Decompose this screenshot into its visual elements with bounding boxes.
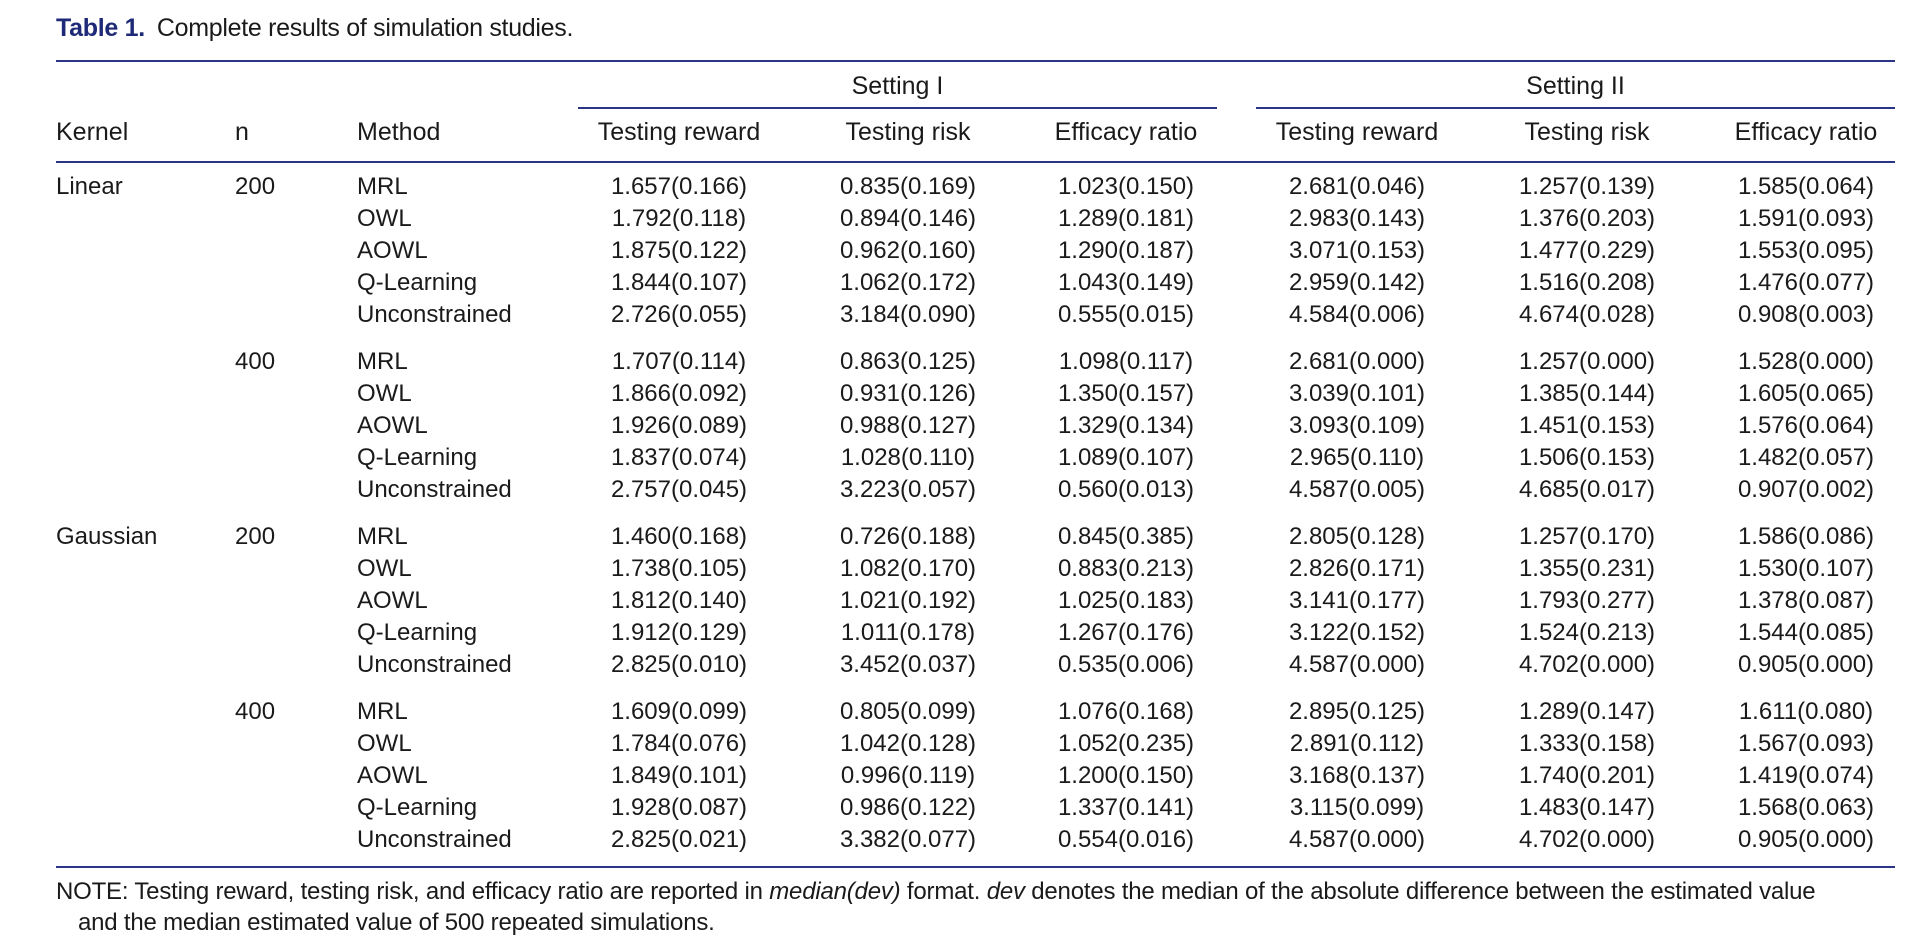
value-cell: 1.333(0.158) — [1518, 730, 1656, 757]
method-cell: Q-Learning — [357, 269, 478, 296]
value-cell: 2.757(0.045) — [610, 476, 748, 503]
col-header-method: Method — [357, 118, 441, 146]
value-cell: 1.844(0.107) — [610, 269, 748, 296]
table-row — [0, 444, 1912, 476]
value-cell: 4.685(0.017) — [1518, 476, 1656, 503]
value-cell: 1.350(0.157) — [1057, 380, 1195, 407]
value-cell: 0.996(0.119) — [840, 762, 976, 789]
value-cell: 1.567(0.093) — [1737, 730, 1875, 757]
value-cell: 2.895(0.125) — [1288, 698, 1426, 725]
col-header-testing-reward-2: Testing reward — [1275, 118, 1439, 146]
value-cell: 0.535(0.006) — [1057, 651, 1195, 678]
value-cell: 0.863(0.125) — [839, 348, 977, 375]
value-cell: 3.168(0.137) — [1288, 762, 1426, 789]
value-cell: 1.605(0.065) — [1737, 380, 1875, 407]
value-cell: 0.988(0.127) — [839, 412, 977, 439]
value-cell: 3.223(0.057) — [839, 476, 977, 503]
value-cell: 1.076(0.168) — [1057, 698, 1195, 725]
value-cell: 1.267(0.176) — [1057, 619, 1195, 646]
top-rule — [56, 60, 1895, 62]
n-cell: 400 — [235, 348, 276, 375]
table-row — [0, 826, 1912, 858]
value-cell: 0.555(0.015) — [1057, 301, 1195, 328]
value-cell: 4.674(0.028) — [1518, 301, 1656, 328]
table-row — [0, 237, 1912, 269]
value-cell: 1.257(0.000) — [1518, 348, 1656, 375]
kernel-cell: Gaussian — [56, 523, 158, 550]
value-cell: 4.587(0.000) — [1288, 826, 1426, 853]
value-cell: 2.825(0.010) — [610, 651, 748, 678]
kernel-cell: Linear — [56, 173, 123, 200]
table-row — [0, 476, 1912, 508]
method-cell: AOWL — [357, 762, 428, 789]
value-cell: 1.257(0.170) — [1518, 523, 1656, 550]
value-cell: 1.837(0.074) — [610, 444, 748, 471]
value-cell: 1.355(0.231) — [1518, 555, 1656, 582]
method-cell: Q-Learning — [357, 794, 478, 821]
value-cell: 1.568(0.063) — [1737, 794, 1875, 821]
table-row — [0, 523, 1912, 555]
method-cell: Unconstrained — [357, 476, 512, 503]
value-cell: 3.093(0.109) — [1288, 412, 1426, 439]
value-cell: 1.553(0.095) — [1737, 237, 1875, 264]
value-cell: 0.931(0.126) — [839, 380, 977, 407]
value-cell: 1.052(0.235) — [1057, 730, 1195, 757]
table-row — [0, 173, 1912, 205]
value-cell: 1.812(0.140) — [610, 587, 748, 614]
table-row — [0, 205, 1912, 237]
value-cell: 1.042(0.128) — [839, 730, 977, 757]
value-cell: 1.707(0.114) — [611, 348, 747, 375]
method-cell: Unconstrained — [357, 301, 512, 328]
value-cell: 1.200(0.150) — [1057, 762, 1195, 789]
value-cell: 1.089(0.107) — [1057, 444, 1195, 471]
value-cell: 4.584(0.006) — [1288, 301, 1426, 328]
method-cell: Unconstrained — [357, 826, 512, 853]
value-cell: 4.702(0.000) — [1518, 651, 1656, 678]
table-row — [0, 698, 1912, 730]
value-cell: 0.908(0.003) — [1737, 301, 1875, 328]
value-cell: 3.115(0.099) — [1289, 794, 1425, 821]
n-cell: 200 — [235, 523, 276, 550]
value-cell: 2.891(0.112) — [1289, 730, 1425, 757]
value-cell: 1.926(0.089) — [610, 412, 748, 439]
value-cell: 0.805(0.099) — [839, 698, 977, 725]
value-cell: 0.883(0.213) — [1057, 555, 1195, 582]
value-cell: 0.726(0.188) — [839, 523, 977, 550]
table-row — [0, 794, 1912, 826]
col-header-efficacy-ratio-1: Efficacy ratio — [1054, 118, 1198, 146]
value-cell: 1.476(0.077) — [1737, 269, 1875, 296]
table-row — [0, 730, 1912, 762]
value-cell: 2.681(0.046) — [1288, 173, 1426, 200]
value-cell: 1.257(0.139) — [1518, 173, 1656, 200]
value-cell: 2.805(0.128) — [1288, 523, 1426, 550]
value-cell: 1.419(0.074) — [1737, 762, 1875, 789]
value-cell: 0.905(0.000) — [1737, 651, 1875, 678]
value-cell: 1.524(0.213) — [1518, 619, 1656, 646]
value-cell: 1.784(0.076) — [610, 730, 748, 757]
note-text-2: format. — [900, 878, 987, 905]
method-cell: Q-Learning — [357, 619, 478, 646]
method-cell: Unconstrained — [357, 651, 512, 678]
value-cell: 1.460(0.168) — [610, 523, 748, 550]
value-cell: 1.062(0.172) — [839, 269, 977, 296]
value-cell: 1.378(0.087) — [1737, 587, 1875, 614]
table-row — [0, 651, 1912, 683]
value-cell: 1.793(0.277) — [1518, 587, 1656, 614]
n-cell: 400 — [235, 698, 276, 725]
value-cell: 1.866(0.092) — [610, 380, 748, 407]
value-cell: 1.609(0.099) — [610, 698, 748, 725]
value-cell: 2.825(0.021) — [610, 826, 748, 853]
value-cell: 1.912(0.129) — [610, 619, 748, 646]
method-cell: MRL — [357, 523, 408, 550]
value-cell: 3.039(0.101) — [1288, 380, 1426, 407]
value-cell: 1.516(0.208) — [1518, 269, 1656, 296]
value-cell: 1.585(0.064) — [1737, 173, 1875, 200]
table-row — [0, 762, 1912, 794]
table-row — [0, 348, 1912, 380]
col-header-kernel: Kernel — [56, 118, 129, 146]
value-cell: 4.587(0.005) — [1288, 476, 1426, 503]
col-header-testing-reward-1: Testing reward — [597, 118, 761, 146]
value-cell: 1.849(0.101) — [610, 762, 748, 789]
col-header-testing-risk-1: Testing risk — [845, 118, 971, 146]
group-header-setting-2: Setting II — [1526, 72, 1625, 100]
value-cell: 0.554(0.016) — [1057, 826, 1195, 853]
value-cell: 1.740(0.201) — [1518, 762, 1656, 789]
value-cell: 1.657(0.166) — [610, 173, 748, 200]
value-cell: 0.907(0.002) — [1737, 476, 1875, 503]
value-cell: 4.702(0.000) — [1518, 826, 1656, 853]
value-cell: 1.506(0.153) — [1518, 444, 1656, 471]
value-cell: 3.122(0.152) — [1288, 619, 1426, 646]
method-cell: OWL — [357, 205, 412, 232]
value-cell: 1.025(0.183) — [1057, 587, 1195, 614]
value-cell: 3.141(0.177) — [1288, 587, 1426, 614]
value-cell: 2.726(0.055) — [610, 301, 748, 328]
note-text-1: NOTE: Testing reward, testing risk, and efficacy ratio are reported in — [56, 878, 770, 905]
method-cell: OWL — [357, 380, 412, 407]
value-cell: 1.483(0.147) — [1518, 794, 1656, 821]
method-cell: AOWL — [357, 237, 428, 264]
value-cell: 1.376(0.203) — [1518, 205, 1656, 232]
note-text-4: and the median estimated value of 500 repeated simulations. — [78, 909, 715, 936]
bottom-rule — [56, 866, 1895, 868]
table-row — [0, 301, 1912, 333]
value-cell: 0.894(0.146) — [839, 205, 977, 232]
n-cell: 200 — [235, 173, 276, 200]
value-cell: 2.983(0.143) — [1288, 205, 1426, 232]
table-caption — [56, 14, 573, 43]
value-cell: 1.591(0.093) — [1737, 205, 1875, 232]
note-text-3: denotes the median of the absolute difference between the estimated value — [1024, 878, 1816, 905]
value-cell: 1.928(0.087) — [610, 794, 748, 821]
value-cell: 0.560(0.013) — [1057, 476, 1195, 503]
note-emph-2: dev — [986, 878, 1025, 905]
table-row — [0, 269, 1912, 301]
value-cell: 1.028(0.110) — [840, 444, 976, 471]
value-cell: 3.452(0.037) — [839, 651, 977, 678]
value-cell: 1.098(0.117) — [1058, 348, 1194, 375]
value-cell: 1.290(0.187) — [1057, 237, 1195, 264]
note-emph-1: median(dev) — [769, 878, 901, 905]
value-cell: 1.289(0.181) — [1057, 205, 1195, 232]
value-cell: 1.576(0.064) — [1737, 412, 1875, 439]
value-cell: 1.611(0.080) — [1738, 698, 1874, 725]
value-cell: 1.289(0.147) — [1518, 698, 1656, 725]
value-cell: 2.681(0.000) — [1288, 348, 1426, 375]
method-cell: OWL — [357, 730, 412, 757]
col-header-n: n — [235, 118, 249, 146]
col-header-testing-risk-2: Testing risk — [1524, 118, 1650, 146]
value-cell: 1.792(0.118) — [611, 205, 747, 232]
value-cell: 1.329(0.134) — [1057, 412, 1195, 439]
value-cell: 1.021(0.192) — [839, 587, 977, 614]
value-cell: 0.986(0.122) — [839, 794, 977, 821]
method-cell: AOWL — [357, 587, 428, 614]
value-cell: 1.875(0.122) — [610, 237, 748, 264]
table-row — [0, 587, 1912, 619]
value-cell: 1.586(0.086) — [1737, 523, 1875, 550]
value-cell: 2.959(0.142) — [1288, 269, 1426, 296]
method-cell: AOWL — [357, 412, 428, 439]
method-cell: MRL — [357, 698, 408, 725]
value-cell: 1.451(0.153) — [1518, 412, 1656, 439]
value-cell: 1.477(0.229) — [1518, 237, 1656, 264]
caption-text: Complete results of simulation studies. — [156, 14, 574, 42]
value-cell: 1.482(0.057) — [1737, 444, 1875, 471]
value-cell: 1.082(0.170) — [839, 555, 977, 582]
table-row — [0, 555, 1912, 587]
method-cell: OWL — [357, 555, 412, 582]
value-cell: 2.826(0.171) — [1288, 555, 1426, 582]
value-cell: 0.835(0.169) — [839, 173, 977, 200]
value-cell: 3.382(0.077) — [839, 826, 977, 853]
value-cell: 1.530(0.107) — [1737, 555, 1875, 582]
value-cell: 3.184(0.090) — [839, 301, 977, 328]
table-row — [0, 412, 1912, 444]
value-cell: 1.023(0.150) — [1057, 173, 1195, 200]
value-cell: 0.845(0.385) — [1057, 523, 1195, 550]
value-cell: 1.544(0.085) — [1737, 619, 1875, 646]
caption-label: Table 1. — [56, 14, 145, 42]
value-cell: 1.385(0.144) — [1518, 380, 1656, 407]
table-row — [0, 619, 1912, 651]
group-rule-setting-1 — [578, 107, 1217, 109]
value-cell: 0.905(0.000) — [1737, 826, 1875, 853]
method-cell: Q-Learning — [357, 444, 478, 471]
value-cell: 1.337(0.141) — [1057, 794, 1195, 821]
value-cell: 1.043(0.149) — [1057, 269, 1195, 296]
method-cell: MRL — [357, 348, 408, 375]
value-cell: 2.965(0.110) — [1289, 444, 1425, 471]
header-rule — [56, 161, 1895, 163]
value-cell: 3.071(0.153) — [1288, 237, 1426, 264]
table-row — [0, 380, 1912, 412]
method-cell: MRL — [357, 173, 408, 200]
table-note — [56, 876, 1901, 938]
col-header-efficacy-ratio-2: Efficacy ratio — [1734, 118, 1878, 146]
value-cell: 1.528(0.000) — [1737, 348, 1875, 375]
group-header-setting-1: Setting I — [851, 72, 944, 100]
value-cell: 1.011(0.178) — [840, 619, 976, 646]
group-rule-setting-2 — [1256, 107, 1895, 109]
value-cell: 1.738(0.105) — [610, 555, 748, 582]
value-cell: 0.962(0.160) — [839, 237, 977, 264]
value-cell: 4.587(0.000) — [1288, 651, 1426, 678]
